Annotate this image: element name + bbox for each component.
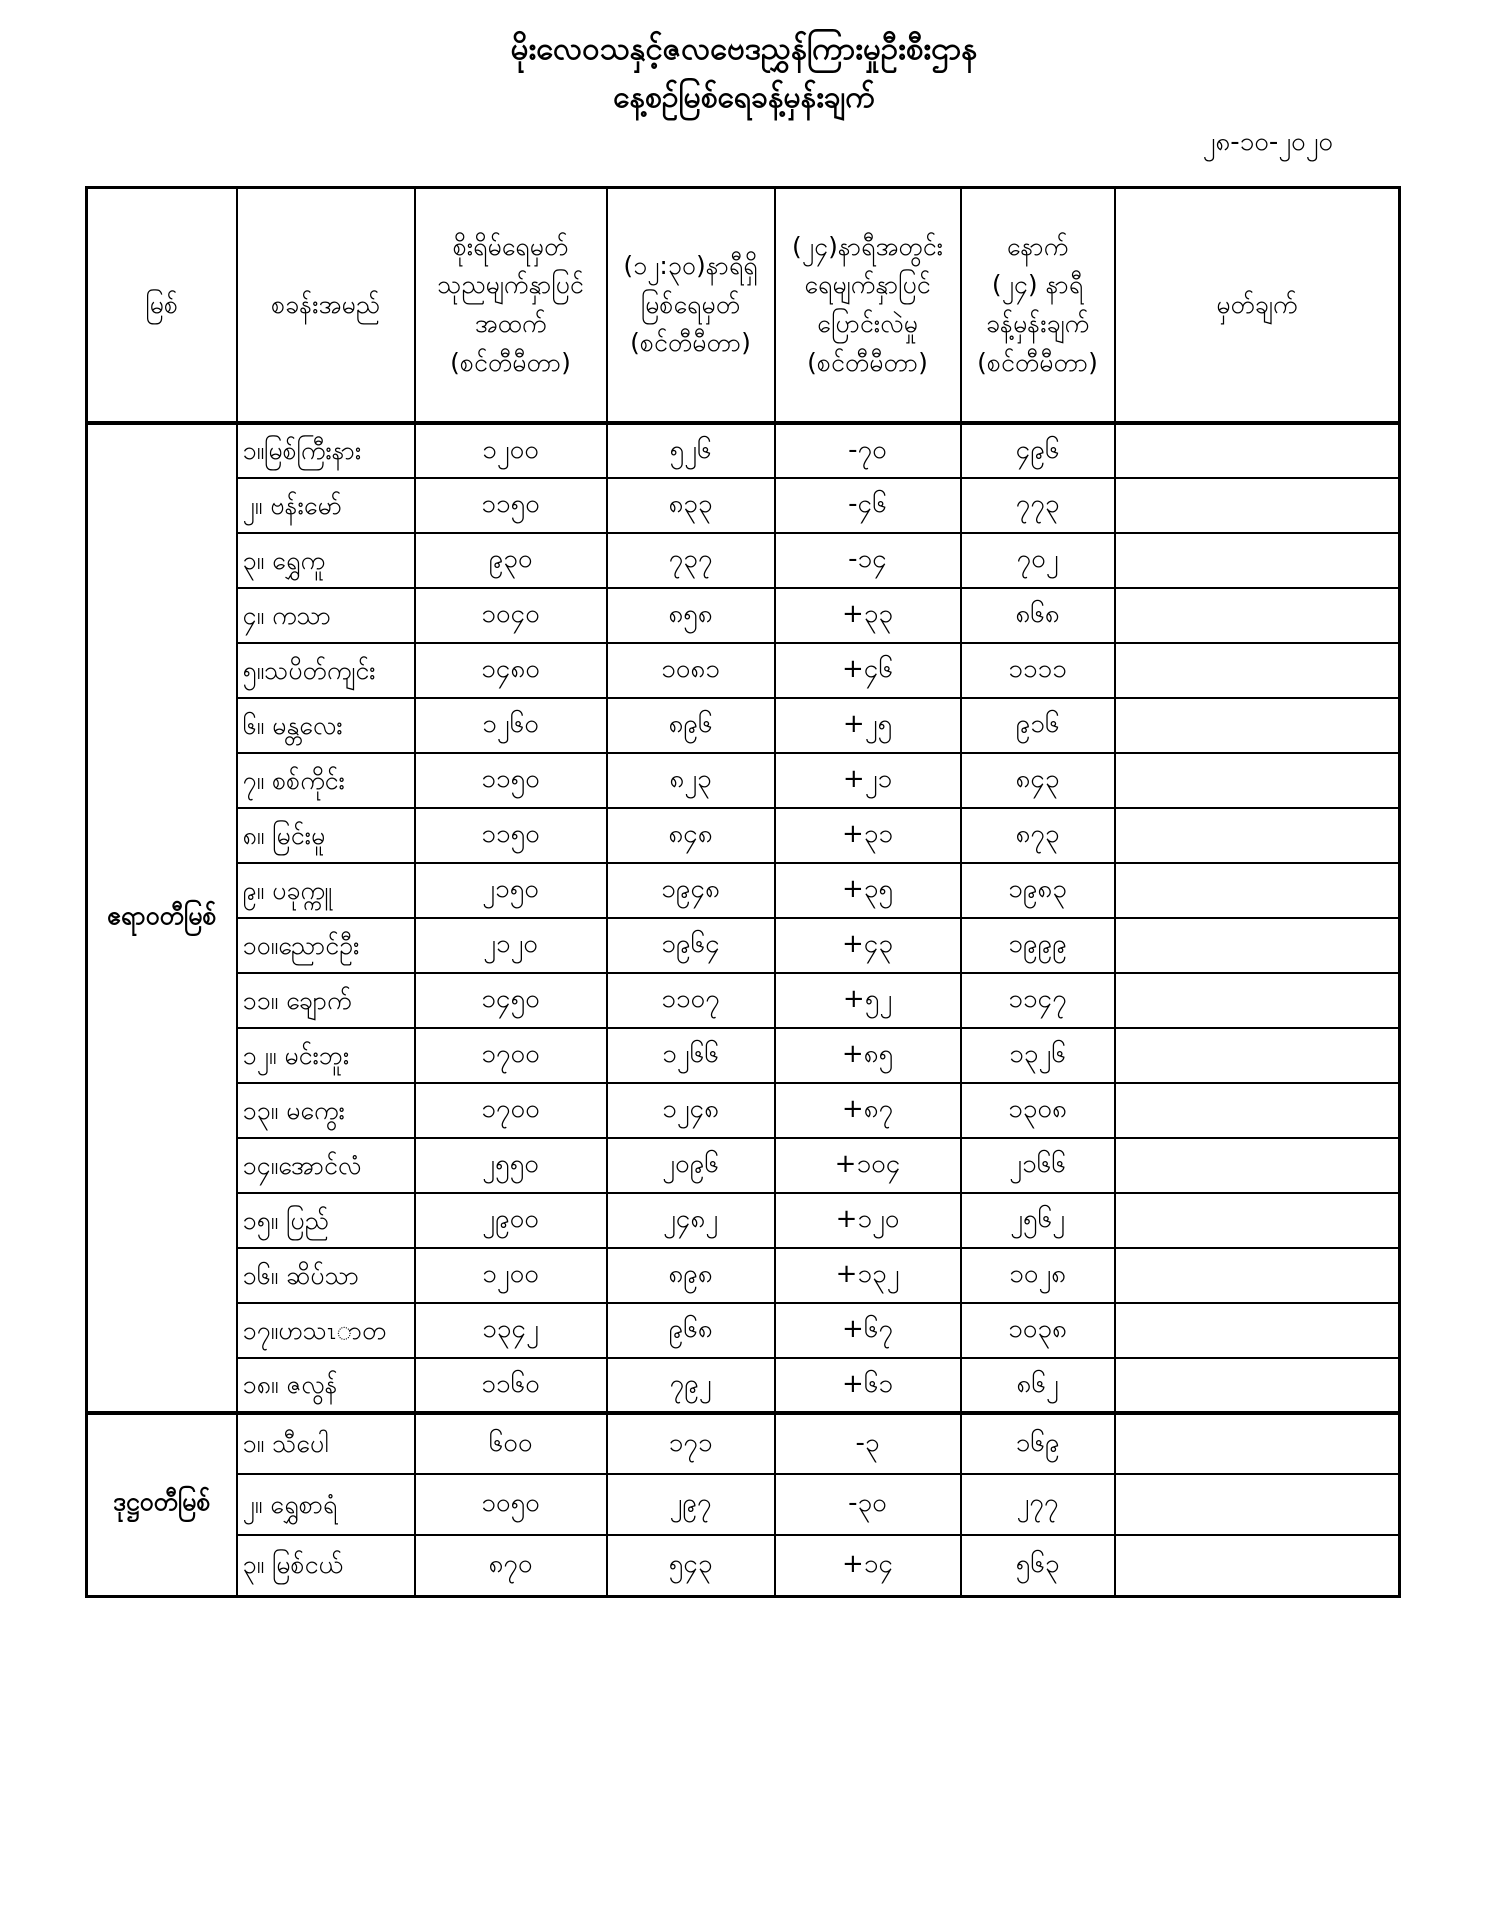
forecast-cell: ၇၀၂	[961, 533, 1115, 588]
station-cell: ၁၇။ဟသၤာတ	[237, 1303, 415, 1358]
remark-cell	[1115, 808, 1400, 863]
remark-cell	[1115, 423, 1400, 478]
header-line: စိုးရိမ်ရေမှတ်	[452, 231, 569, 261]
danger-level-cell: ၁၄၅၀	[415, 973, 607, 1028]
change-cell: -၁၄	[775, 533, 961, 588]
header-row	[87, 188, 1400, 424]
header-line: ရေမျက်နှာပြင်	[804, 270, 931, 300]
change-cell: -၄၆	[775, 478, 961, 533]
forecast-cell: ၁၃၀၈	[961, 1083, 1115, 1138]
change-cell: -၇၀	[775, 423, 961, 478]
table-row	[87, 1193, 1400, 1248]
header-line: မြစ်	[145, 289, 179, 319]
header-line: ပြောင်းလဲမှု	[817, 309, 918, 338]
column-header-station-name	[237, 188, 415, 424]
change-cell: -၃	[775, 1413, 961, 1474]
table-row	[87, 423, 1400, 478]
danger-level-cell: ၁၁၅၀	[415, 753, 607, 808]
change-cell: +၅၂	[775, 973, 961, 1028]
change-cell: +၃၁	[775, 808, 961, 863]
danger-level-cell: ၆၀၀	[415, 1413, 607, 1474]
water-level-cell: ၉၆၈	[607, 1303, 775, 1358]
station-cell: ၁၀။ညောင်ဦး	[237, 918, 415, 973]
remark-cell	[1115, 1248, 1400, 1303]
document-header	[0, 0, 1488, 120]
forecast-cell: ၂၁၆၆	[961, 1138, 1115, 1193]
water-level-cell: ၁၂၆၆	[607, 1028, 775, 1083]
danger-level-cell: ၁၂၀၀	[415, 1248, 607, 1303]
danger-level-cell: ၁၁၅၀	[415, 478, 607, 533]
station-cell: ၁။မြစ်ကြီးနား	[237, 423, 415, 478]
station-cell: ၁၅။ ပြည်	[237, 1193, 415, 1248]
change-cell: +၆၁	[775, 1358, 961, 1413]
change-cell: +၃၃	[775, 588, 961, 643]
header-line: (၂၄)နာရီအတွင်း	[792, 231, 943, 261]
water-level-cell: ၈၂၃	[607, 753, 775, 808]
danger-level-cell: ၁၄၈၀	[415, 643, 607, 698]
table-row	[87, 1303, 1400, 1358]
change-cell: +၂၁	[775, 753, 961, 808]
water-level-cell: ၈၄၈	[607, 808, 775, 863]
danger-level-cell: ၁၂၀၀	[415, 423, 607, 478]
station-cell: ၁။ သီပေါ	[237, 1413, 415, 1474]
station-cell: ၁၁။ ချောက်	[237, 973, 415, 1028]
danger-level-cell: ၂၅၅၀	[415, 1138, 607, 1193]
station-cell: ၃။ ရွှေကူ	[237, 533, 415, 588]
document-subtitle: နေ့စဉ်မြစ်ရေခန့်မှန်းချက်	[613, 79, 875, 115]
table-row	[87, 753, 1400, 808]
station-cell: ၉။ ပခုက္ကူ	[237, 863, 415, 918]
water-level-cell: ၁၉၄၈	[607, 863, 775, 918]
danger-level-cell: ၂၁၂၀	[415, 918, 607, 973]
table-row	[87, 1028, 1400, 1083]
column-header-river	[87, 188, 237, 424]
change-cell: +၃၅	[775, 863, 961, 918]
water-level-cell: ၇၃၇	[607, 533, 775, 588]
danger-level-cell: ၁၇၀၀	[415, 1083, 607, 1138]
forecast-cell: ၁၀၂၈	[961, 1248, 1115, 1303]
change-cell: -၃၀	[775, 1474, 961, 1535]
table-row	[87, 1083, 1400, 1138]
column-header-change-24hr	[775, 188, 961, 424]
change-cell: +၈၅	[775, 1028, 961, 1083]
danger-level-cell: ၂၉၀၀	[415, 1193, 607, 1248]
danger-level-cell: ၉၃၀	[415, 533, 607, 588]
change-cell: +၂၅	[775, 698, 961, 753]
water-level-cell: ၂၄၈၂	[607, 1193, 775, 1248]
forecast-cell: ၇၇၃	[961, 478, 1115, 533]
remark-cell	[1115, 1474, 1400, 1535]
remark-cell	[1115, 643, 1400, 698]
remark-cell	[1115, 753, 1400, 808]
water-level-cell: ၅၄၃	[607, 1535, 775, 1596]
header-line: အထက်	[474, 309, 547, 338]
change-cell: +၁၀၄	[775, 1138, 961, 1193]
remark-cell	[1115, 1413, 1400, 1474]
table-row	[87, 973, 1400, 1028]
table-row	[87, 918, 1400, 973]
station-cell: ၈။ မြင်းမူ	[237, 808, 415, 863]
water-level-cell: ၇၉၂	[607, 1358, 775, 1413]
remark-cell	[1115, 918, 1400, 973]
header-line: နောက်	[1006, 231, 1069, 261]
table-body	[87, 423, 1400, 1596]
header-line: သုညမျက်နှာပြင်	[437, 270, 584, 300]
header-line: (စင်တီမီတာ)	[977, 347, 1098, 377]
water-level-cell: ၈၃၃	[607, 478, 775, 533]
column-header-remark	[1115, 188, 1400, 424]
table-row	[87, 808, 1400, 863]
danger-level-cell: ၁၁၅၀	[415, 808, 607, 863]
station-cell: ၁၆။ ဆိပ်သာ	[237, 1248, 415, 1303]
header-line: (စင်တီမီတာ)	[807, 347, 928, 377]
change-cell: +၁၄	[775, 1535, 961, 1596]
header-line: (စင်တီမီတာ)	[630, 328, 751, 358]
forecast-cell: ၄၉၆	[961, 423, 1115, 478]
change-cell: +၁၂၀	[775, 1193, 961, 1248]
river-name-cell: ဧရာဝတီမြစ်	[87, 423, 237, 1413]
header-line: (စင်တီမီတာ)	[450, 347, 571, 377]
table-row	[87, 533, 1400, 588]
remark-cell	[1115, 863, 1400, 918]
forecast-cell: ၁၆၉	[961, 1413, 1115, 1474]
water-level-cell: ၈၅၈	[607, 588, 775, 643]
station-cell: ၁၃။ မကွေး	[237, 1083, 415, 1138]
forecast-cell: ၁၃၂၆	[961, 1028, 1115, 1083]
forecast-cell: ၂၇၇	[961, 1474, 1115, 1535]
table-row	[87, 698, 1400, 753]
header-line: ခန့်မှန်းချက်	[985, 309, 1090, 338]
remark-cell	[1115, 698, 1400, 753]
table-row	[87, 643, 1400, 698]
table-row	[87, 1138, 1400, 1193]
remark-cell	[1115, 1535, 1400, 1596]
water-level-cell: ၂၀၉၆	[607, 1138, 775, 1193]
forecast-cell: ၅၆၃	[961, 1535, 1115, 1596]
remark-cell	[1115, 1083, 1400, 1138]
remark-cell	[1115, 478, 1400, 533]
remark-cell	[1115, 973, 1400, 1028]
forecast-cell: ၁၉၉၉	[961, 918, 1115, 973]
station-cell: ၁၂။ မင်းဘူး	[237, 1028, 415, 1083]
header-line: မြစ်ရေမှတ်	[640, 289, 741, 319]
remark-cell	[1115, 1138, 1400, 1193]
danger-level-cell: ၁၂၆၀	[415, 698, 607, 753]
water-level-cell: ၁၀၈၁	[607, 643, 775, 698]
change-cell: +၄၃	[775, 918, 961, 973]
forecast-cell: ၈၇၃	[961, 808, 1115, 863]
danger-level-cell: ၁၃၄၂	[415, 1303, 607, 1358]
remark-cell	[1115, 533, 1400, 588]
forecast-cell: ၁၁၁၁	[961, 643, 1115, 698]
danger-level-cell: ၂၁၅၀	[415, 863, 607, 918]
station-cell: ၃။ မြစ်ငယ်	[237, 1535, 415, 1596]
water-level-cell: ၁၁၀၇	[607, 973, 775, 1028]
remark-cell	[1115, 1303, 1400, 1358]
water-level-cell: ၁၉၆၄	[607, 918, 775, 973]
change-cell: +၈၇	[775, 1083, 961, 1138]
river-name-cell: ဒုဋ္ဌဝတီမြစ်	[87, 1413, 237, 1596]
station-cell: ၅။သပိတ်ကျင်း	[237, 643, 415, 698]
change-cell: +၆၇	[775, 1303, 961, 1358]
danger-level-cell: ၈၇၀	[415, 1535, 607, 1596]
report-date: ၂၈-၁၀-၂၀၂၀	[1202, 126, 1333, 157]
water-level-cell: ၅၂၆	[607, 423, 775, 478]
table-header-row	[87, 188, 1400, 424]
department-title: မိုးလေဝသနှင့်ဇလဗေဒညွှန်ကြားမှုဦးစီးဌာန	[510, 31, 978, 67]
water-level-cell: ၈၉၈	[607, 1248, 775, 1303]
danger-level-cell: ၁၇၀၀	[415, 1028, 607, 1083]
water-level-cell: ၂၉၇	[607, 1474, 775, 1535]
station-cell: ၆။ မန္တလေး	[237, 698, 415, 753]
forecast-cell: ၁၀၃၈	[961, 1303, 1115, 1358]
forecast-cell: ၂၅၆၂	[961, 1193, 1115, 1248]
station-cell: ၇။ စစ်ကိုင်း	[237, 753, 415, 808]
station-cell: ၂။ ဗန်းမော်	[237, 478, 415, 533]
danger-level-cell: ၁၀၄၀	[415, 588, 607, 643]
station-cell: ၁၄။အောင်လံ	[237, 1138, 415, 1193]
forecast-cell: ၉၁၆	[961, 698, 1115, 753]
danger-level-cell: ၁၁၆၀	[415, 1358, 607, 1413]
table-row	[87, 1535, 1400, 1596]
water-level-cell: ၈၉၆	[607, 698, 775, 753]
table-row	[87, 1248, 1400, 1303]
water-level-cell: ၁၂၄၈	[607, 1083, 775, 1138]
remark-cell	[1115, 1028, 1400, 1083]
table-row	[87, 478, 1400, 533]
header-line: (၁၂:၃၀)နာရီရှိ	[623, 250, 758, 280]
water-level-cell: ၁၇၁	[607, 1413, 775, 1474]
header-line: စခန်းအမည်	[271, 289, 380, 319]
table-row	[87, 1358, 1400, 1413]
header-line: မှတ်ချက်	[1216, 289, 1298, 319]
forecast-cell: ၈၆၂	[961, 1358, 1115, 1413]
table-row	[87, 863, 1400, 918]
table-row	[87, 1413, 1400, 1474]
remark-cell	[1115, 588, 1400, 643]
river-forecast-table	[85, 186, 1401, 1598]
table-row	[87, 1474, 1400, 1535]
header-line: (၂၄) နာရီ	[991, 270, 1084, 300]
table-row	[87, 588, 1400, 643]
forecast-cell: ၈၆၈	[961, 588, 1115, 643]
station-cell: ၁၈။ ဇလွန်	[237, 1358, 415, 1413]
danger-level-cell: ၁၀၅၀	[415, 1474, 607, 1535]
column-header-forecast-next-24hr	[961, 188, 1115, 424]
forecast-cell: ၁၁၄၇	[961, 973, 1115, 1028]
change-cell: +၄၆	[775, 643, 961, 698]
column-header-water-level-1230	[607, 188, 775, 424]
change-cell: +၁၃၂	[775, 1248, 961, 1303]
station-cell: ၄။ ကသာ	[237, 588, 415, 643]
forecast-cell: ၁၉၈၃	[961, 863, 1115, 918]
forecast-cell: ၈၄၃	[961, 753, 1115, 808]
column-header-danger-level	[415, 188, 607, 424]
remark-cell	[1115, 1193, 1400, 1248]
station-cell: ၂။ ရွှေစာရံ	[237, 1474, 415, 1535]
remark-cell	[1115, 1358, 1400, 1413]
